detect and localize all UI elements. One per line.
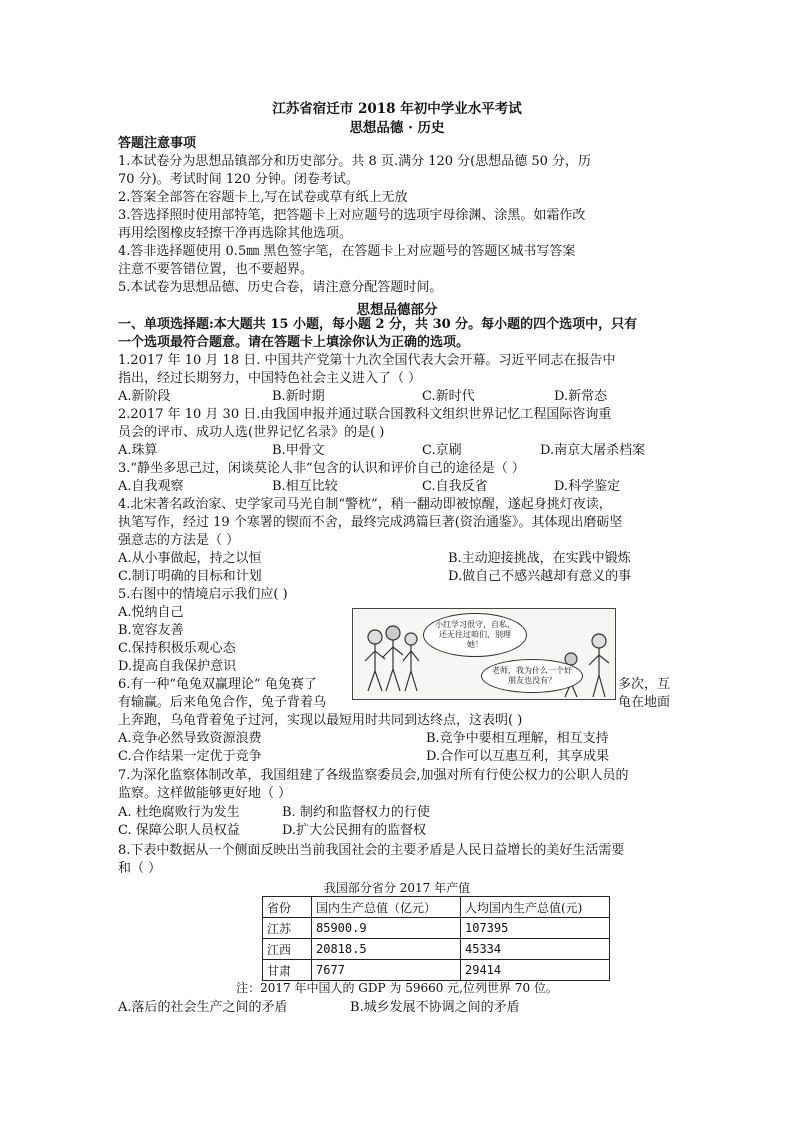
notice-line: 70 分)。考试时间 120 分钟。闭卷考试。 [118, 172, 359, 187]
gdp-table [262, 896, 610, 981]
table-cell: 29414 [461, 960, 610, 981]
question-6-stem-right: 龟在地面 [618, 695, 671, 710]
question-4-option-a: A.从小事做起，持之以恒 [118, 551, 262, 566]
question-3-option-c: C.自我反省 [422, 479, 488, 494]
question-7-stem: 监察。这样做能够更好地（ ） [118, 786, 292, 801]
cartoon-speech-bubble: 小红学习很守，自私，还无往过咱们，别理她！ [423, 613, 527, 657]
notice-line: 5.本试卷为思想品德、历史合卷，请注意分配答题时间。 [118, 280, 443, 295]
question-2-stem: 2.2017 年 10 月 30 日.由我国申报并通过联合国教科文组织世界记忆工程国际咨询重 [118, 407, 612, 422]
question-6-stem: 有输赢。后来龟兔合作，兔子背着乌 [118, 695, 327, 710]
notice-line: 4.答非选择题使用 0.5㎜ 黑色签字笔，在答题卡上对应题号的答题区城书写答案 [118, 244, 576, 259]
table-header-row [263, 897, 610, 918]
question-3-option-b: B.相互比较 [272, 479, 338, 494]
table-row [263, 918, 610, 939]
question-4-stem: 强意志的方法是（ ） [118, 533, 240, 548]
question-5-option-c: C.保持积极乐观心态 [118, 641, 236, 656]
question-3-option-d: D.科学鉴定 [554, 479, 621, 494]
question-7-option-a: A. 杜绝腐败行为发生 [118, 805, 240, 820]
question-4-option-c: C.制订明确的目标和计划 [118, 569, 262, 584]
question-5-option-b: B.宽容友善 [118, 623, 184, 638]
question-3-option-a: A.自我观察 [118, 479, 184, 494]
question-1-option-c: C.新时代 [422, 389, 475, 404]
question-2-stem: 员会的评市、成功人选(世界记忆名录》的是( ) [118, 425, 385, 440]
section-title: 思想品德部分 [356, 302, 438, 318]
question-8-stem: 和（ ） [118, 861, 162, 876]
question-1-option-a: A.新阶段 [118, 389, 171, 404]
section-instruction: 一个选项最符合题意。请在答题卡上填涂你认为正确的选项。 [118, 335, 470, 350]
table-row [263, 939, 610, 960]
section-instruction: 一、单项选择题:本大题共 15 小题，每小题 2 分，共 30 分。每小题的四个选项中，只有 [118, 317, 638, 332]
table-header-cell: 省份 [263, 897, 312, 918]
question-1-stem: 1.2017 年 10 月 18 日. 中国共产党第十九次全国代表大会开幕。习近平同志在报告中 [118, 353, 616, 368]
question-5-stem: 5.右图中的情境启示我们应( ) [118, 587, 288, 602]
table-cell: 江苏 [263, 918, 312, 939]
question-1-option-b: B.新时期 [272, 389, 325, 404]
cartoon-speech-bubble: 老师，我为什么一个好朋友也没有？ [481, 659, 583, 693]
table-row [263, 960, 610, 981]
notice-line: 1.本试卷分为思想品镇部分和历史部分。共 8 页.满分 120 分(思想品德 50 分，历 [118, 154, 592, 169]
question-8-stem: 8.下表中数据从一个侧面反映出当前我国社会的主要矛盾是人民日益增长的美好生活需要 [118, 843, 625, 858]
notice-line: 3.答选择照时使用部特笔，把答题卡上对应题号的选项宇母徐渊、涂黑。如霜作改 [118, 208, 586, 223]
table-cell: 江西 [263, 939, 312, 960]
table-cell: 甘肃 [263, 960, 312, 981]
question-4-option-d: D.做自己不感兴越却有意义的事 [448, 569, 632, 584]
question-4-stem: 4.北宋著名政治家、史学家司马光自制“警枕”，稍一翻动即被惊醒，遂起身挑灯夜读， [118, 497, 612, 512]
question-5-option-d: D.提高自我保护意识 [118, 659, 237, 674]
question-1-option-d: D.新常态 [554, 389, 608, 404]
question-2-option-b: B.甲骨文 [272, 443, 325, 458]
question-4-stem: 执笔写作，经过 19 个寒署的锲而不舍，最终完成鸿篇巨著(资治通鉴》。其体现出磨砺坚 [118, 515, 623, 530]
notice-heading: 答题注意事项 [118, 136, 197, 151]
cartoon-illustration [352, 608, 616, 700]
exam-subtitle: 思想品德 · 历史 [349, 120, 445, 136]
table-note: 注：2017 年中国人的 GDP 为 59660 元,位列世界 70 位。 [236, 981, 558, 995]
notice-line: 注意不要答错位置，也不要超界。 [118, 262, 314, 277]
table-cell: 7677 [312, 960, 461, 981]
question-6-option-a: A.竞争必然导致资源浪费 [118, 731, 262, 746]
table-header-cell: 国内生产总值（亿元） [312, 897, 461, 918]
table-cell: 45334 [461, 939, 610, 960]
table-cell: 107395 [461, 918, 610, 939]
question-3-stem: 3.“静坐多思己过，闲谈莫论人非“包含的认识和评价自己的途径是（ ） [118, 461, 525, 476]
table-header-cell: 人均国内生产总值(元) [461, 897, 610, 918]
table-cell: 85900.9 [312, 918, 461, 939]
table-caption: 我国部分省分 2017 年产值 [323, 881, 471, 895]
exam-title: 江苏省宿迁市 2018 年初中学业水平考试 [272, 101, 522, 117]
question-6-stem: 6.有一种“龟兔双赢理论” 龟兔赛了 [118, 677, 317, 692]
question-6-stem-right: 多次，互 [618, 677, 671, 692]
table-cell: 20818.5 [312, 939, 461, 960]
question-2-option-a: A.珠算 [118, 443, 158, 458]
question-7-option-d: D.扩大公民拥有的监督权 [282, 823, 427, 838]
question-7-option-c: C. 保障公职人员权益 [118, 823, 240, 838]
question-6-option-b: B.竞争中要相互理解，相互支持 [426, 731, 609, 746]
question-7-option-b: B. 制约和监督权力的行使 [282, 805, 430, 820]
question-6-stem: 上奔跑，乌龟背着兔子过河，实现以最短用时共同到达终点，这表明( ) [118, 713, 523, 728]
question-8-option-b: B.城乡发展不协调之间的矛盾 [350, 1000, 520, 1015]
question-6-option-d: D.合作可以互惠互利，其享成果 [426, 749, 610, 764]
question-5-option-a: A.悦纳自己 [118, 605, 184, 620]
notice-line: 2.答案全部答在容题卡上,写在试卷或草有纸上无放 [118, 190, 408, 205]
question-7-stem: 7.为深化监察体制改革，我国组建了各级监察委员会,加强对所有行使公权力的公职人员的 [118, 768, 629, 783]
notice-line: 再用绘图橡皮轻擦干净再选除其他选项。 [118, 226, 353, 241]
question-1-stem: 指出，经过长期努力，中国特色社会主义进入了（ ） [118, 371, 422, 386]
question-6-option-c: C.合作结果一定优于竞争 [118, 749, 262, 764]
question-2-option-c: C.京刷 [422, 443, 462, 458]
question-4-option-b: B.主动迎接挑战，在实践中锻炼 [448, 551, 631, 566]
question-8-option-a: A.落后的社会生产之间的矛盾 [118, 1000, 288, 1015]
question-2-option-d: D.南京大屠杀档案 [540, 443, 646, 458]
